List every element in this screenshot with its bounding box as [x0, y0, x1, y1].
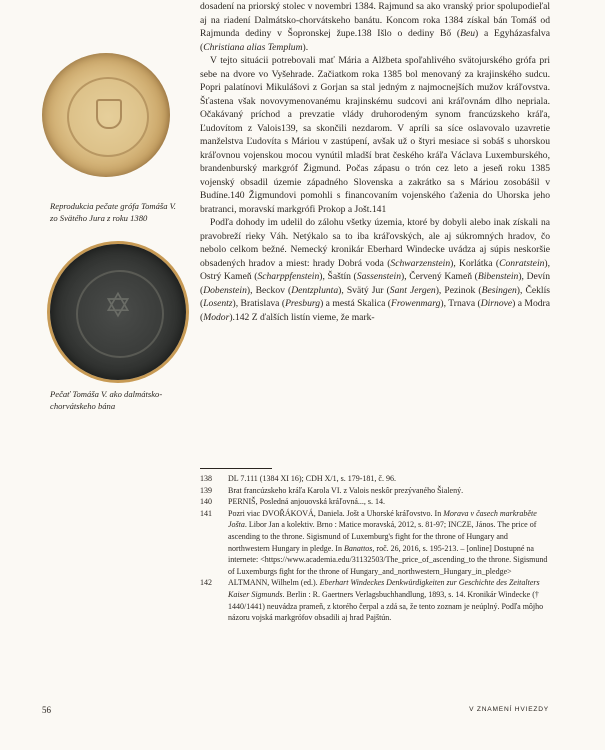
text-run: ALTMANN, Wilhelm (ed.).: [228, 578, 320, 588]
text-run: . Berlin : R. Gaertners Verlagsbuchhandlung, 1893, s. 14. Kronikár Windecke († 1440/1441) neuvádza prameň, z ktorého čerpal a zdá sa, že tento zoznam je neúplný. Podľa môjho názoru vojská markgrófov obsadili aj hrad Pajštún.: [228, 589, 544, 623]
italic-run: Dentzplunta: [291, 284, 339, 296]
italic-run: Dobenstein: [203, 284, 247, 296]
footnote-number: 142: [200, 578, 212, 588]
seal2-caption: Pečať Tomáša V. ako dalmátsko-chorvátskeho bána: [50, 389, 163, 411]
italic-run: Presburg: [285, 298, 321, 309]
italic-run: Losentz: [203, 298, 233, 309]
italic-run: Sant Jergen: [389, 284, 436, 296]
italic-run: Scharppfenstein: [257, 271, 320, 282]
footnote: [200, 496, 550, 508]
text-run: ), Bratislava (: [232, 298, 286, 309]
footnote: [200, 485, 550, 497]
text-run: DL 7.111 (1384 XI 16); CDH X/1, s. 179-181, č. 96.: [228, 474, 396, 483]
italic-run: Modor: [203, 311, 230, 323]
italic-run: Eberhart Windeckes Denkwürdigkeiten zur Geschichte des Zeitalters Kaiser Sigmunds: [228, 578, 540, 599]
footnote-number: 141: [200, 508, 212, 518]
paragraph: [200, 216, 550, 324]
italic-run: Banattos: [343, 543, 373, 553]
text-run: ), Šaštín (: [319, 271, 357, 282]
italic-run: Beu: [460, 28, 476, 39]
text-run: ) a mestá Skalica (: [320, 298, 392, 309]
text-run: ) a Egyházasfalva (: [200, 28, 550, 53]
text-run: ), Červený Kameň (: [401, 271, 478, 282]
footnote-number: 139: [200, 485, 212, 495]
text-run: ).: [302, 41, 309, 53]
text-run: ), Ostrý Kameň (: [200, 257, 550, 282]
text-run: , roč. 26, 2016, s. 195-213. – [online] Dostupné na internete: <https://www.academia.edu/31132503/The_price_of_ascending_to the throne. Sigismund of Luxemburgs fight for the throne of Hungary_and_northwestern_Hungary_in_pledge>: [228, 543, 548, 576]
running-head: V ZNAMENÍ HVIEZDY: [469, 706, 549, 713]
seal1-caption: Reprodukcia pečate grófa Tomáša V. zo Svätého Jura z roku 1380: [50, 201, 176, 223]
italic-run: Conratstein: [499, 257, 545, 269]
italic-run: Schwarzenstein: [390, 257, 451, 269]
page-number: 56: [42, 705, 51, 715]
text-run: ), Pezinok (: [435, 284, 482, 296]
italic-run: Christiana alias Templum: [203, 41, 303, 53]
text-run: ), Čeklís (: [200, 284, 550, 309]
text-run: V tejto situácii potrebovali mať Mária a Alžbeta spoľahlivého svätojurského grófa pri sebe na dvore vo Vyšehrade. Začiatkom roka 1385 bol menovaný za krajinského sudcu. Popri palatínovi Mikulášovi z Gorjan sa stal jedným z najmocnejších mužov kráľovstva. Šťastena však novovymenovanému krajinskému sudcovi ani kráľovnám dlho nepriala. Očakávaný príchod a prevzatie vlády druhorodeným synom francúzskeho kráľa, Ľudovítom z Valois139, sa skončili nezdarom. V apríli sa síce oslavovalo uzavretie manželstva Ľudovíta s Máriou v zastúpení, avšak už o štyri mesiace si sobáš s uhorskou kráľovnou vojenskou mocou vynútil mladší brat českého kráľa Václava Luxemburského, brandenburský markgróf Žigmund. Počas zápasu o trón cez leto a jeseň roku 1385 vojenský obsadil územie západného Slovenska a zakrátko sa s Máriou zosobášil v Budíne.140 Žigmundovi pomohli s financovaním vojenského ťaženia do Uhorska jeho bratranci, moravskí markgrófi Prokop a Jošt.141: [200, 55, 550, 215]
star-emblem-icon: ✡: [103, 288, 133, 325]
text-run: Podľa dohody im udelil do zálohu všetky územia, ktoré by dobyli alebo inak získali na pravobreží rieky Váh. Netýkalo sa to iba kráľovských, ale aj súkromných hradov, čo nebolo celkom bežné. Nemecký kronikár Eberhard Windecke uvádza aj súpis neskoršie obsadených hradov a miest: hrady Dobrá voda (: [200, 217, 550, 269]
text-run: ), Beckov (: [246, 284, 292, 296]
text-run: ).142 Z ďalších listín vieme, že mark-: [229, 311, 375, 323]
footnote-number: 140: [200, 497, 212, 507]
italic-run: Sassenstein: [356, 271, 402, 282]
seal-shield-emblem: [96, 99, 122, 129]
seal-image-tomas-v-1380: [42, 53, 170, 177]
footnote: [200, 577, 550, 623]
italic-run: Frowenmarg: [391, 298, 441, 309]
text-run: ), Korlátka (: [450, 257, 500, 269]
paragraph: [200, 54, 550, 216]
main-text: [200, 0, 550, 324]
italic-run: Bibenstein: [477, 271, 519, 282]
footnote-rule: [200, 468, 272, 469]
footnote: [200, 473, 550, 485]
italic-run: Besingen: [481, 284, 517, 296]
paragraph: [200, 0, 550, 54]
text-run: dosadení na priorský stolec v novembri 1384. Rajmund sa ako vranský prior spolupodieľal aj na riadení Dalmátsko-chorvátskeho banátu. Koncom roka 1384 získal bán Tomáš od Rajmunda dediny v Šopronskej župe.138 Išlo o dediny Bő (: [200, 1, 550, 39]
text-run: Pozri viac DVOŘÁKOVÁ, Daniela. Jošt a Uhorské kráľovstvo. In: [228, 508, 444, 518]
text-run: ) a Modra (: [200, 298, 551, 323]
italic-run: Dirnove: [480, 298, 513, 309]
text-run: . Libor Jan a kolektiv. Brno : Matice moravská, 2012, s. 81-97; INCZE, János. The price of ascending to the throne. Sigismund of Luxemburg's fight for the throne of Hungary and northwestern Hungary in pledge. In: [228, 520, 537, 553]
text-run: ), Trnava (: [440, 298, 481, 309]
text-run: ), Svätý Jur (: [338, 284, 390, 296]
italic-run: Morava v časech markraběte Jošta: [228, 508, 537, 530]
text-run: PERNIŠ, Posledná anjouovská kráľovná..., s. 14.: [228, 497, 386, 507]
text-run: Brat francúzskeho kráľa Karola VI. z Valois neskôr prezývaného Šialený.: [228, 485, 464, 495]
footnotes: [200, 473, 550, 624]
footnote: [200, 508, 550, 578]
seal-image-tomas-v-ban: [50, 244, 186, 380]
text-run: ), Devín (: [200, 271, 551, 296]
footnote-number: 138: [200, 474, 212, 483]
